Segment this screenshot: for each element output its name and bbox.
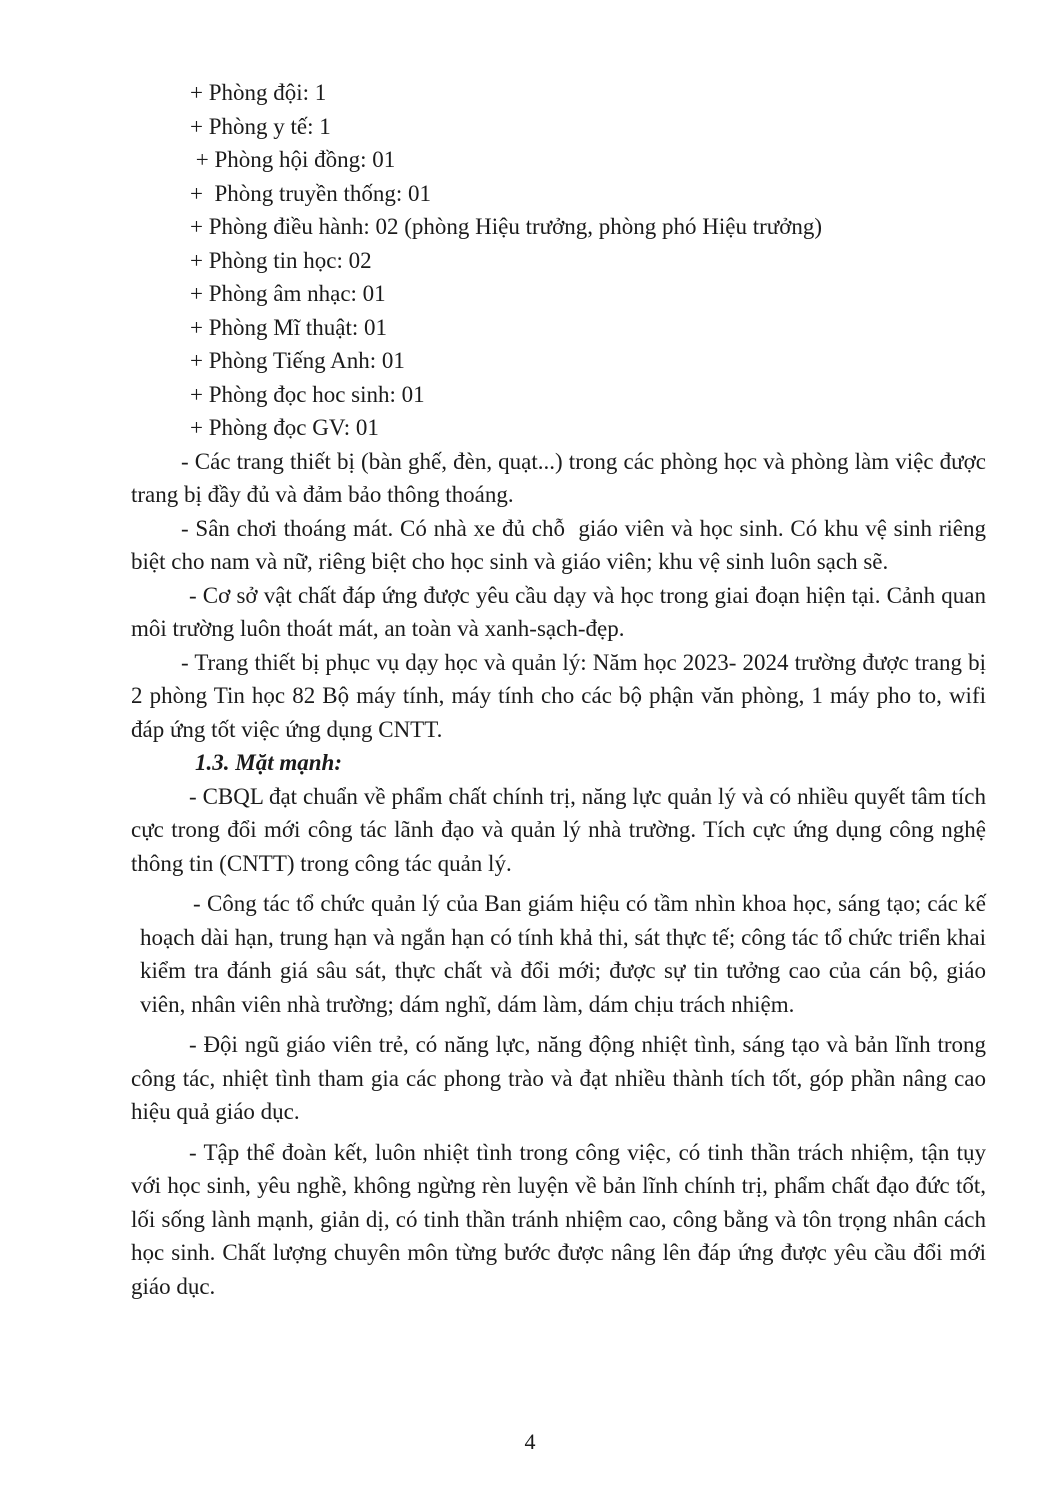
list-item: + Phòng đọc hoc sinh: 01 — [190, 381, 425, 407]
body-paragraph: - Sân chơi thoáng mát. Có nhà xe đủ chỗ giáo viên và học sinh. Có khu vệ sinh riêng biệt cho nam và nữ, riêng biệt cho học sinh và giáo viên; khu vệ sinh luôn sạch sẽ. — [131, 515, 992, 574]
page-content — [131, 76, 992, 1303]
list-item: + Phòng Tiếng Anh: 01 — [190, 348, 405, 373]
body-paragraph: - Trang thiết bị phục vụ dạy học và quản lý: Năm học 2023- 2024 trường được trang bị 2 phòng Tin học 82 Bộ máy tính, máy tính cho các bộ phận văn phòng, 1 máy pho to, wifi đáp ứng tốt việc ứng dụng CNTT. — [131, 649, 992, 742]
body-paragraph: - Cơ sở vật chất đáp ứng được yêu cầu dạy và học trong giai đoạn hiện tại. Cảnh quan môi trường luôn thoát mát, an toàn và xanh-sạch-đẹp. — [131, 582, 992, 641]
body-paragraph: - CBQL đạt chuẩn về phẩm chất chính trị, năng lực quản lý và có nhiều quyết tâm tích cực trong đổi mới công tác lãnh đạo và quản lý nhà trường. Tích cực ứng dụng công nghệ thông tin (CNTT) trong công tác quản lý. — [131, 783, 992, 876]
list-item: + Phòng đội: 1 — [190, 80, 327, 105]
body-paragraph: - Đội ngũ giáo viên trẻ, có năng lực, năng động nhiệt tình, sáng tạo và bản lĩnh trong công tác, nhiệt tình tham gia các phong trào và đạt nhiều thành tích tốt, góp phần nâng cao hiệu quả giáo dục. — [131, 1032, 992, 1124]
list-item: + Phòng điều hành: 02 (phòng Hiệu trưởng, phòng phó Hiệu trưởng) — [190, 214, 823, 239]
list-item: + Phòng Mĩ thuật: 01 — [190, 314, 387, 340]
body-paragraph: - Các trang thiết bị (bàn ghế, đèn, quạt...) trong các phòng học và phòng làm việc được trang bị đầy đủ và đảm bảo thông thoáng. — [131, 448, 992, 507]
list-item: + Phòng đọc GV: 01 — [190, 415, 379, 440]
list-item: + Phòng hội đồng: 01 — [190, 147, 396, 172]
list-item: + Phòng truyền thống: 01 — [190, 180, 432, 206]
section-heading: 1.3. Mặt mạnh: — [195, 750, 342, 775]
list-item: + Phòng tin học: 02 — [190, 247, 372, 273]
page-number: 4 — [524, 1429, 536, 1454]
room-inventory-list — [131, 76, 986, 445]
body-paragraph: - Tập thể đoàn kết, luôn nhiệt tình trong công việc, có tinh thần trách nhiệm, tận tụy với học sinh, yêu nghề, không ngừng rèn luyện về bản lĩnh chính trị, phẩm chất đạo đức tốt, lối sống lành mạnh, giản dị, có tinh thần tránh nhiệm cao, công bằng và tôn trọng nhân cách học sinh. Chất lượng chuyên môn từng bước được nâng lên đáp ứng được yêu cầu đổi mới giáo dục. — [131, 1139, 992, 1299]
body-paragraph: - Công tác tổ chức quản lý của Ban giám hiệu có tầm nhìn khoa học, sáng tạo; các kế hoạch dài hạn, trung hạn và ngắn hạn có tính khả thi, sát thực tế; công tác tổ chức triển khai kiểm tra đánh giá sâu sát, thực chất và đổi mới; được sự tin tưởng cao của cán bộ, giáo viên, nhân viên nhà trường; dám nghĩ, dám làm, dám chịu trách nhiệm. — [140, 891, 992, 1017]
list-item: + Phòng y tế: 1 — [190, 113, 331, 139]
list-item: + Phòng âm nhạc: 01 — [190, 281, 386, 306]
